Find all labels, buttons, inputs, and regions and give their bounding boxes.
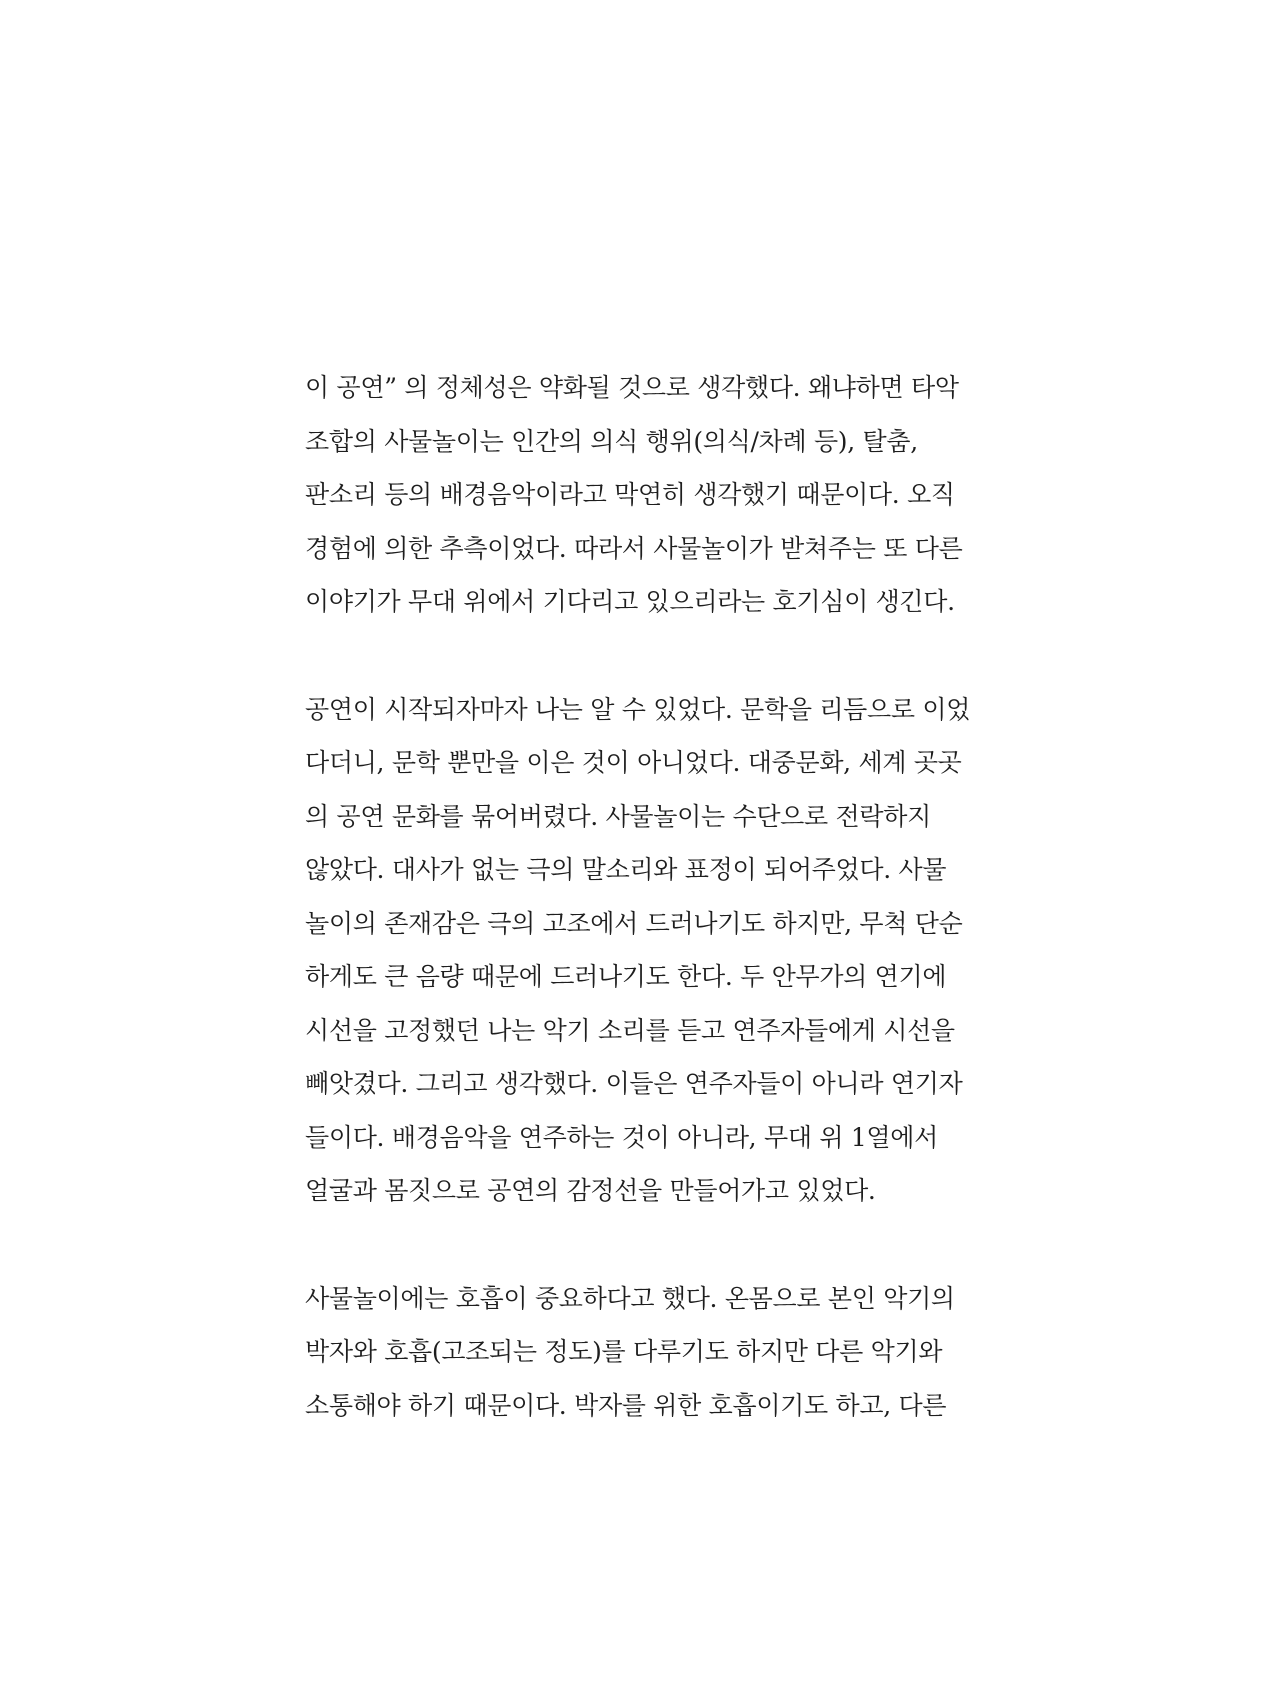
- text-line: 않았다. 대사가 없는 극의 말소리와 표정이 되어주었다. 사물: [305, 855, 947, 884]
- paragraph-2: [305, 683, 985, 1218]
- text-line: 빼앗겼다. 그리고 생각했다. 이들은 연주자들이 아니라 연기자: [305, 1069, 963, 1098]
- text-line: 박자와 호흡(고조되는 정도)를 다루기도 하지만 다른 악기와: [305, 1337, 943, 1366]
- text-line: 이 공연” 의 정체성은 약화될 것으로 생각했다. 왜냐하면 타악: [305, 373, 959, 402]
- paragraph-3: [305, 1272, 985, 1433]
- paragraph-1: [305, 361, 985, 629]
- text-line: 하게도 큰 음량 때문에 드러나기도 한다. 두 안무가의 연기에: [305, 962, 947, 991]
- text-line: 들이다. 배경음악을 연주하는 것이 아니라, 무대 위 1열에서: [305, 1122, 938, 1152]
- text-line: 이야기가 무대 위에서 기다리고 있으리라는 호기심이 생긴다.: [305, 587, 955, 616]
- text-line: 조합의 사물놀이는 인간의 의식 행위(의식/차례 등), 탈춤,: [305, 426, 918, 456]
- text-line: 사물놀이에는 호흡이 중요하다고 했다. 온몸으로 본인 악기의: [305, 1283, 955, 1313]
- text-line: 얼굴과 몸짓으로 공연의 감정선을 만들어가고 있었다.: [305, 1176, 876, 1205]
- text-line: 소통해야 하기 때문이다. 박자를 위한 호흡이기도 하고, 다른: [305, 1390, 947, 1420]
- text-line: 경험에 의한 추측이었다. 따라서 사물놀이가 받쳐주는 또 다른: [305, 533, 963, 563]
- text-line: 다더니, 문학 뿐만을 이은 것이 아니었다. 대중문화, 세계 곳곳: [305, 748, 962, 777]
- text-line: 공연이 시작되자마자 나는 알 수 있었다. 문학을 리듬으로 이었: [305, 694, 971, 724]
- text-line: 의 공연 문화를 묶어버렸다. 사물놀이는 수단으로 전락하지: [305, 801, 931, 831]
- text-line: 시선을 고정했던 나는 악기 소리를 듣고 연주자들에게 시선을: [305, 1015, 955, 1045]
- text-line: 놀이의 존재감은 극의 고조에서 드러나기도 하지만, 무척 단순: [305, 908, 963, 938]
- essay-body: [305, 361, 985, 1432]
- text-line: 판소리 등의 배경음악이라고 막연히 생각했기 때문이다. 오직: [305, 480, 955, 509]
